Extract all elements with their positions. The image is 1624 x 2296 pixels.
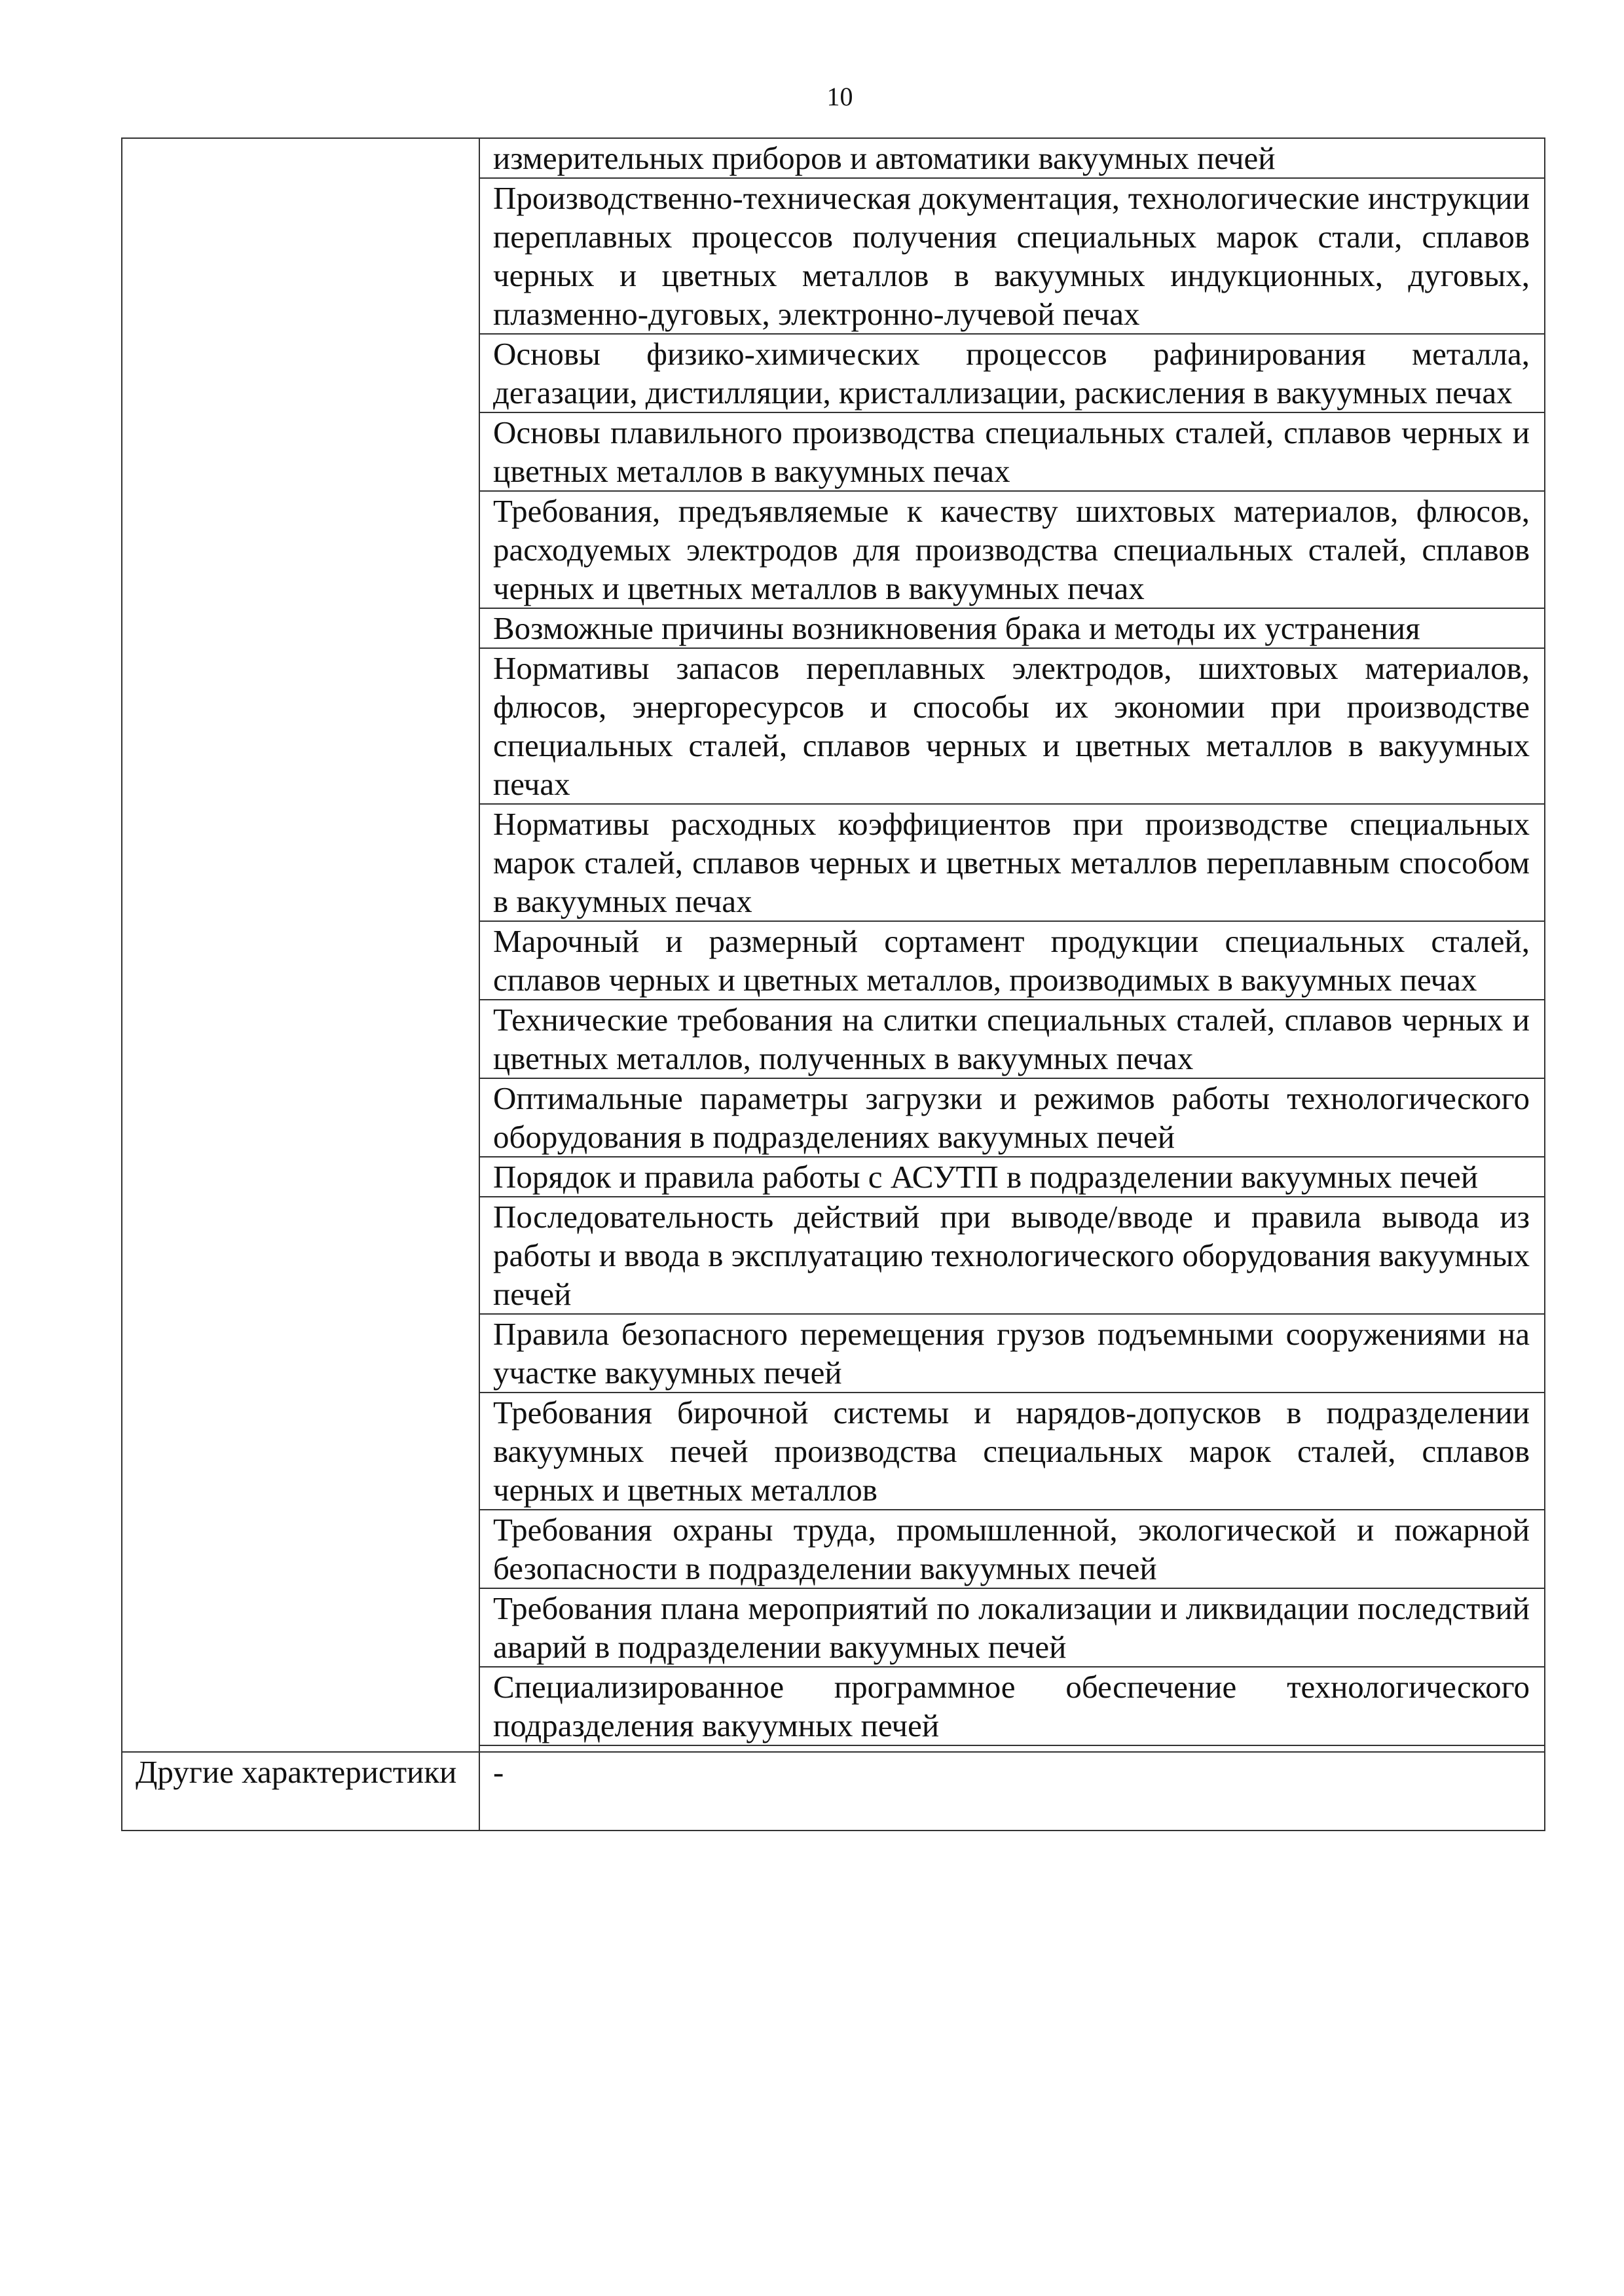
table-cell: Требования, предъявляемые к качеству шихтовых материалов, флюсов, расходуемых электродов для производства специальных сталей, сплавов черных и цветных металлов в вакуумных печах xyxy=(479,491,1545,608)
table-cell: Требования охраны труда, промышленной, экологической и пожарной безопасности в подразделении вакуумных печей xyxy=(479,1510,1545,1588)
table-cell: Производственно-техническая документация, технологические инструкции переплавных процессов получения специальных марок стали, сплавов черных и цветных металлов в вакуумных индукционных, дуговых, плазменно-дуговых, электронно-лучевой печах xyxy=(479,178,1545,334)
table-cell: Специализированное программное обеспечение технологического подразделения вакуумных печей xyxy=(479,1667,1545,1745)
page-number: 10 xyxy=(826,82,853,111)
spacer-cell xyxy=(479,1745,1545,1752)
other-characteristics-row xyxy=(122,1752,1545,1831)
table-cell: Правила безопасного перемещения грузов подъемными сооружениями на участке вакуумных печей xyxy=(479,1314,1545,1393)
table-cell: Требования бирочной системы и нарядов-допусков в подразделении вакуумных печей производства специальных марок сталей, сплавов черных и цветных металлов xyxy=(479,1393,1545,1510)
table-cell: Оптимальные параметры загрузки и режимов работы технологического оборудования в подразделениях вакуумных печей xyxy=(479,1078,1545,1157)
table-cell: Возможные причины возникновения брака и методы их устранения xyxy=(479,608,1545,648)
table-cell: Порядок и правила работы с АСУТП в подразделении вакуумных печей xyxy=(479,1157,1545,1197)
knowledge-table xyxy=(121,137,1545,1831)
table-cell: Основы физико-химических процессов рафинирования металла, дегазации, дистилляции, кристаллизации, раскисления в вакуумных печах xyxy=(479,334,1545,412)
table-cell: Технические требования на слитки специальных сталей, сплавов черных и цветных металлов, полученных в вакуумных печах xyxy=(479,1000,1545,1078)
other-characteristics-value: - xyxy=(479,1752,1545,1831)
left-empty-cell xyxy=(122,138,479,1752)
table-cell: Нормативы расходных коэффициентов при производстве специальных марок сталей, сплавов черных и цветных металлов переплавным способом в вакуумных печах xyxy=(479,804,1545,921)
table-cell: Марочный и размерный сортамент продукции специальных сталей, сплавов черных и цветных металлов, производимых в вакуумных печах xyxy=(479,921,1545,1000)
table-cell: измерительных приборов и автоматики вакуумных печей xyxy=(479,138,1545,178)
table-row xyxy=(122,138,1545,178)
table-cell: Нормативы запасов переплавных электродов, шихтовых материалов, флюсов, энергоресурсов и способы их экономии при производстве специальных сталей, сплавов черных и цветных металлов в вакуумных печах xyxy=(479,648,1545,804)
table-cell: Требования плана мероприятий по локализации и ликвидации последствий аварий в подразделении вакуумных печей xyxy=(479,1588,1545,1667)
other-characteristics-label: Другие характеристики xyxy=(122,1752,479,1831)
table-cell: Основы плавильного производства специальных сталей, сплавов черных и цветных металлов в вакуумных печах xyxy=(479,412,1545,491)
table-cell: Последовательность действий при выводе/вводе и правила вывода из работы и ввода в эксплуатацию технологического оборудования вакуумных печей xyxy=(479,1197,1545,1314)
